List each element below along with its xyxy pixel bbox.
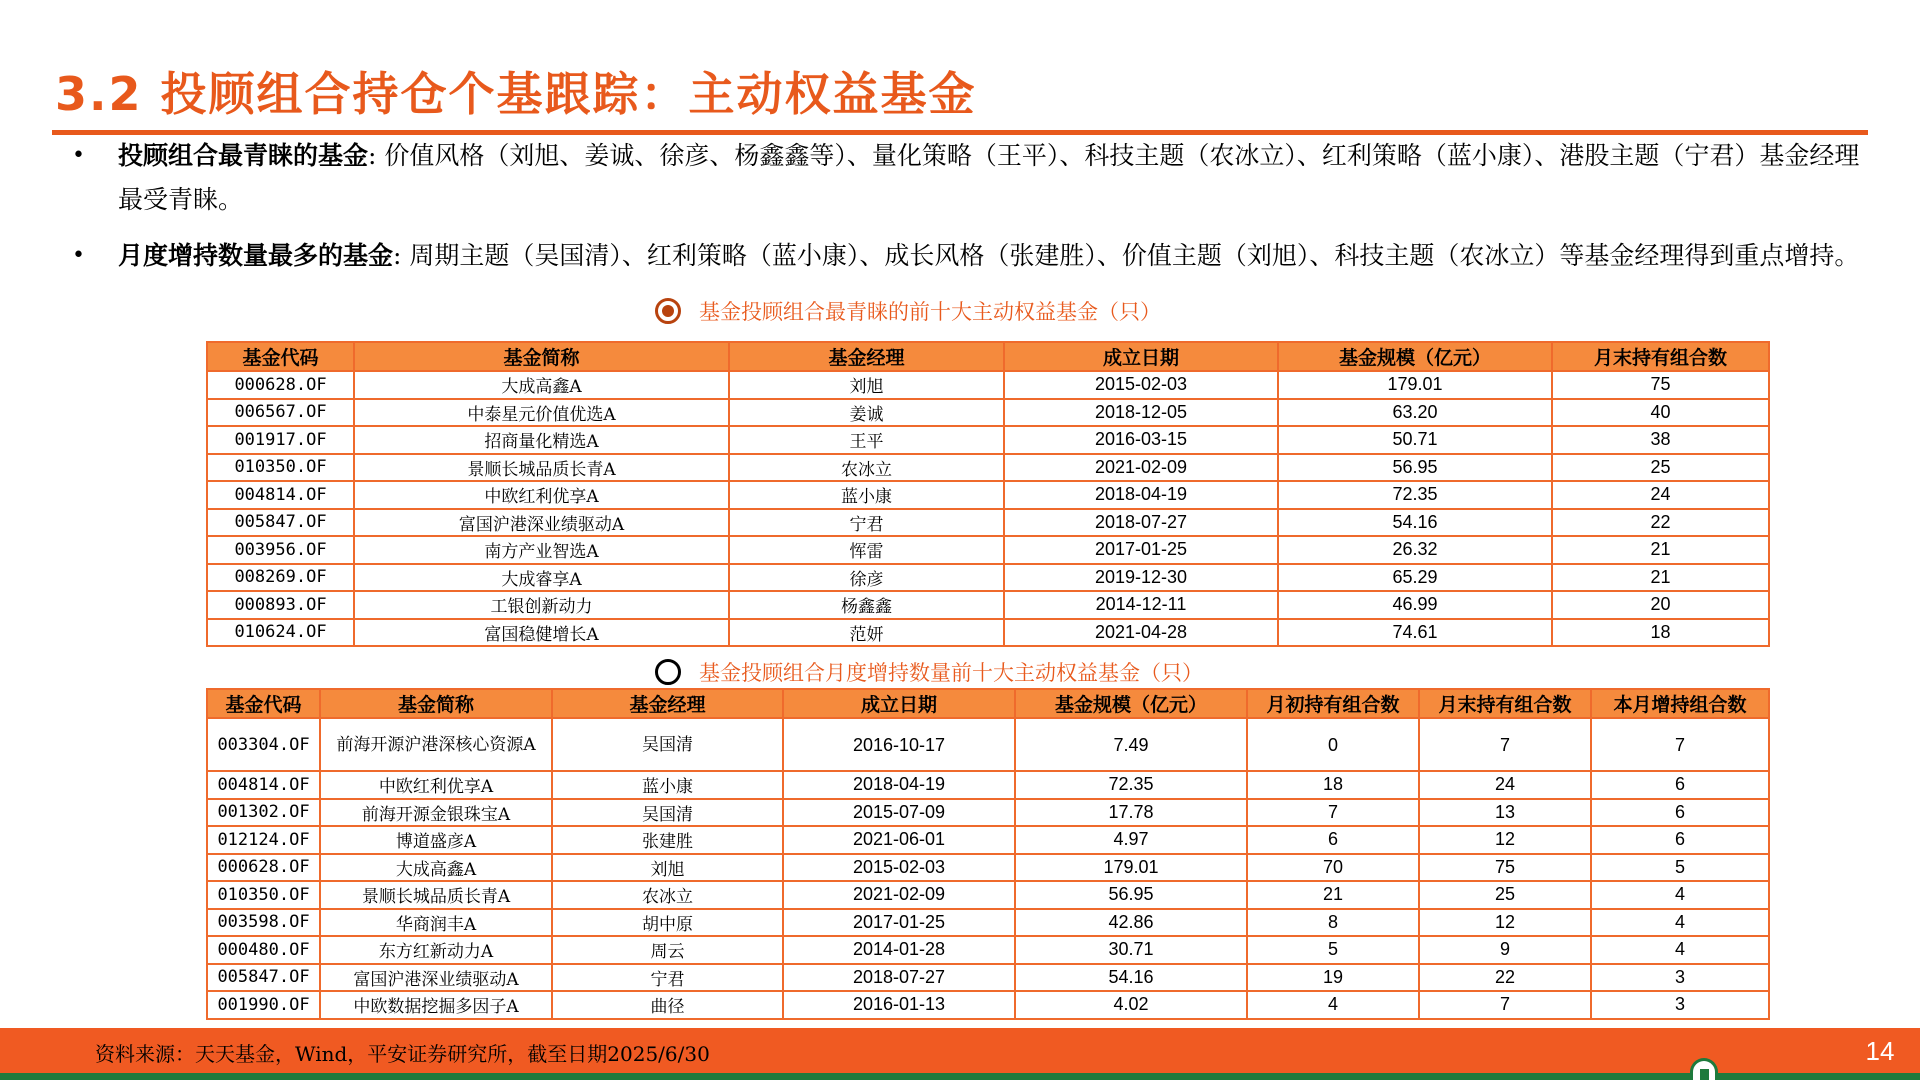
table-cell: 22 <box>1419 964 1591 992</box>
table-cell: 26.32 <box>1278 536 1552 564</box>
table-cell: 3 <box>1591 964 1769 992</box>
table-cell: 2018-07-27 <box>1004 509 1278 537</box>
table-cell: 中泰星元价值优选A <box>354 399 729 427</box>
increased-holdings-table <box>206 688 1770 1020</box>
table-row <box>207 564 1769 592</box>
table-cell: 54.16 <box>1278 509 1552 537</box>
table-cell: 王平 <box>729 426 1004 454</box>
table-cell: 胡中原 <box>552 909 783 937</box>
table-cell: 4.02 <box>1015 991 1247 1019</box>
table-cell: 2018-12-05 <box>1004 399 1278 427</box>
table-cell: 012124.OF <box>207 826 320 854</box>
table-row <box>207 991 1769 1019</box>
table-cell: 2015-02-03 <box>1004 371 1278 399</box>
table-cell: 005847.OF <box>207 509 354 537</box>
table-row <box>207 619 1769 647</box>
table-cell: 70 <box>1247 854 1419 882</box>
table-cell: 72.35 <box>1278 481 1552 509</box>
column-header: 月初持有组合数 <box>1247 689 1419 718</box>
table-row <box>207 718 1769 771</box>
table-cell: 前海开源沪港深核心资源A <box>320 718 552 771</box>
table-cell: 中欧数据挖掘多因子A <box>320 991 552 1019</box>
table-cell: 65.29 <box>1278 564 1552 592</box>
table-cell: 富国沪港深业绩驱动A <box>354 509 729 537</box>
table-cell: 徐彦 <box>729 564 1004 592</box>
column-header: 基金简称 <box>354 342 729 371</box>
column-header: 基金规模（亿元） <box>1015 689 1247 718</box>
summary-bullets <box>68 134 1868 290</box>
table-cell: 74.61 <box>1278 619 1552 647</box>
table-cell: 18 <box>1552 619 1769 647</box>
table-cell: 010350.OF <box>207 881 320 909</box>
table-cell: 曲径 <box>552 991 783 1019</box>
table-cell: 大成高鑫A <box>354 371 729 399</box>
table-row <box>207 426 1769 454</box>
table-cell: 4 <box>1247 991 1419 1019</box>
table-cell: 大成睿享A <box>354 564 729 592</box>
table-cell: 张建胜 <box>552 826 783 854</box>
table-cell: 中欧红利优享A <box>320 771 552 799</box>
table-cell: 7 <box>1591 718 1769 771</box>
table-cell: 大成高鑫A <box>320 854 552 882</box>
table-cell: 东方红新动力A <box>320 936 552 964</box>
table1-caption-text: 基金投顾组合最青睐的前十大主动权益基金（只） <box>699 300 1161 324</box>
table-cell: 吴国清 <box>552 718 783 771</box>
table-cell: 4 <box>1591 909 1769 937</box>
table-row <box>207 771 1769 799</box>
table-cell: 宁君 <box>552 964 783 992</box>
radio-selected-icon <box>655 298 681 324</box>
table-cell: 景顺长城品质长青A <box>320 881 552 909</box>
table-cell: 2015-07-09 <box>783 799 1015 827</box>
table-cell: 2016-01-13 <box>783 991 1015 1019</box>
source-note: 资料来源：天天基金，Wind，平安证券研究所，截至日期2025/6/30 <box>95 1042 710 1066</box>
bullet-lead: 月度增持数量最多的基金 <box>118 241 394 270</box>
table-cell: 18 <box>1247 771 1419 799</box>
table-cell: 2021-04-28 <box>1004 619 1278 647</box>
table-cell: 杨鑫鑫 <box>729 591 1004 619</box>
page-number: 14 <box>1865 1036 1895 1066</box>
table-cell: 招商量化精选A <box>354 426 729 454</box>
table-cell: 2018-04-19 <box>1004 481 1278 509</box>
table-cell: 6 <box>1591 799 1769 827</box>
column-header: 本月增持组合数 <box>1591 689 1769 718</box>
table-cell: 4.97 <box>1015 826 1247 854</box>
table-cell: 刘旭 <box>552 854 783 882</box>
table-cell: 56.95 <box>1278 454 1552 482</box>
table-cell: 22 <box>1552 509 1769 537</box>
table-cell: 2016-03-15 <box>1004 426 1278 454</box>
table-cell: 蓝小康 <box>552 771 783 799</box>
table-cell: 4 <box>1591 936 1769 964</box>
table-header-row <box>207 342 1769 371</box>
table-row <box>207 481 1769 509</box>
table-cell: 吴国清 <box>552 799 783 827</box>
table-cell: 2016-10-17 <box>783 718 1015 771</box>
table-cell: 6 <box>1247 826 1419 854</box>
table-cell: 21 <box>1247 881 1419 909</box>
table-cell: 7 <box>1247 799 1419 827</box>
table-cell: 13 <box>1419 799 1591 827</box>
table-cell: 农冰立 <box>729 454 1004 482</box>
table-row <box>207 591 1769 619</box>
table-row <box>207 854 1769 882</box>
table-cell: 21 <box>1552 536 1769 564</box>
table-header-row <box>207 689 1769 718</box>
table-cell: 2014-12-11 <box>1004 591 1278 619</box>
table-row <box>207 964 1769 992</box>
table-cell: 63.20 <box>1278 399 1552 427</box>
table-cell: 7.49 <box>1015 718 1247 771</box>
table-cell: 003956.OF <box>207 536 354 564</box>
table-cell: 7 <box>1419 991 1591 1019</box>
bullet-dot-icon: • <box>72 243 85 268</box>
table-row <box>207 536 1769 564</box>
table-cell: 2018-04-19 <box>783 771 1015 799</box>
bullet-lead: 投顾组合最青睐的基金 <box>118 141 369 170</box>
column-header: 基金规模（亿元） <box>1278 342 1552 371</box>
column-header: 成立日期 <box>783 689 1015 718</box>
table-cell: 38 <box>1552 426 1769 454</box>
table-row <box>207 454 1769 482</box>
table-cell: 19 <box>1247 964 1419 992</box>
table-cell: 蓝小康 <box>729 481 1004 509</box>
table-cell: 42.86 <box>1015 909 1247 937</box>
table-cell: 25 <box>1419 881 1591 909</box>
table-cell: 004814.OF <box>207 481 354 509</box>
column-header: 月末持有组合数 <box>1552 342 1769 371</box>
table-cell: 12 <box>1419 909 1591 937</box>
table-cell: 3 <box>1591 991 1769 1019</box>
table-cell: 2019-12-30 <box>1004 564 1278 592</box>
column-header: 月末持有组合数 <box>1419 689 1591 718</box>
table-cell: 56.95 <box>1015 881 1247 909</box>
table-cell: 2017-01-25 <box>1004 536 1278 564</box>
table-cell: 宁君 <box>729 509 1004 537</box>
table-cell: 6 <box>1591 771 1769 799</box>
table-cell: 景顺长城品质长青A <box>354 454 729 482</box>
table-row <box>207 936 1769 964</box>
table-cell: 8 <box>1247 909 1419 937</box>
table-cell: 24 <box>1552 481 1769 509</box>
table-cell: 2021-06-01 <box>783 826 1015 854</box>
table-cell: 46.99 <box>1278 591 1552 619</box>
table-cell: 中欧红利优享A <box>354 481 729 509</box>
table-cell: 000480.OF <box>207 936 320 964</box>
table-row <box>207 509 1769 537</box>
table-cell: 179.01 <box>1278 371 1552 399</box>
table-cell: 姜诚 <box>729 399 1004 427</box>
table-cell: 005847.OF <box>207 964 320 992</box>
bullet-text: : 周期主题（吴国清）、红利策略（蓝小康）、成长风格（张建胜）、价值主题（刘旭）、科技主题（农冰立）等基金经理得到重点增持。 <box>393 241 1860 270</box>
table-cell: 000628.OF <box>207 854 320 882</box>
column-header: 基金简称 <box>320 689 552 718</box>
table-cell: 75 <box>1419 854 1591 882</box>
bullet-increased-funds <box>68 234 1868 278</box>
table-cell: 0 <box>1247 718 1419 771</box>
table-cell: 华商润丰A <box>320 909 552 937</box>
table2-caption-text: 基金投顾组合月度增持数量前十大主动权益基金（只） <box>699 661 1203 685</box>
table-cell: 6 <box>1591 826 1769 854</box>
table-cell: 5 <box>1247 936 1419 964</box>
table-cell: 9 <box>1419 936 1591 964</box>
table2-caption <box>655 657 1203 687</box>
table-row <box>207 909 1769 937</box>
table-row <box>207 826 1769 854</box>
table-cell: 富国稳健增长A <box>354 619 729 647</box>
table-row <box>207 371 1769 399</box>
table-cell: 南方产业智选A <box>354 536 729 564</box>
table-cell: 4 <box>1591 881 1769 909</box>
favored-funds-table <box>206 341 1770 647</box>
table1-caption <box>655 296 1161 326</box>
table-cell: 010350.OF <box>207 454 354 482</box>
table-cell: 30.71 <box>1015 936 1247 964</box>
table-cell: 农冰立 <box>552 881 783 909</box>
table-cell: 003304.OF <box>207 718 320 771</box>
table-cell: 刘旭 <box>729 371 1004 399</box>
table-cell: 富国沪港深业绩驱动A <box>320 964 552 992</box>
radio-unselected-icon <box>655 659 681 685</box>
page-title: 3.2 投顾组合持仓个基跟踪：主动权益基金 <box>55 67 977 121</box>
table-cell: 7 <box>1419 718 1591 771</box>
table-cell: 72.35 <box>1015 771 1247 799</box>
bullet-dot-icon: • <box>72 143 85 168</box>
table-cell: 2018-07-27 <box>783 964 1015 992</box>
table-cell: 20 <box>1552 591 1769 619</box>
table-row <box>207 881 1769 909</box>
table-cell: 40 <box>1552 399 1769 427</box>
table-row <box>207 399 1769 427</box>
table-cell: 008269.OF <box>207 564 354 592</box>
table-cell: 50.71 <box>1278 426 1552 454</box>
table-cell: 17.78 <box>1015 799 1247 827</box>
table-cell: 博道盛彦A <box>320 826 552 854</box>
table-cell: 范妍 <box>729 619 1004 647</box>
table-row <box>207 799 1769 827</box>
table-cell: 2015-02-03 <box>783 854 1015 882</box>
table-cell: 001302.OF <box>207 799 320 827</box>
table-cell: 21 <box>1552 564 1769 592</box>
table-cell: 周云 <box>552 936 783 964</box>
column-header: 基金代码 <box>207 689 320 718</box>
table-cell: 恽雷 <box>729 536 1004 564</box>
column-header: 基金代码 <box>207 342 354 371</box>
bullet-text: : 价值风格（刘旭、姜诚、徐彦、杨鑫鑫等）、量化策略（王平）、科技主题（农冰立）、红利策略（蓝小康）、港股主题（宁君）基金经理最受青睐。 <box>118 141 1860 214</box>
table-cell: 2021-02-09 <box>783 881 1015 909</box>
table-cell: 001990.OF <box>207 991 320 1019</box>
column-header: 基金经理 <box>552 689 783 718</box>
table-cell: 001917.OF <box>207 426 354 454</box>
table-cell: 工银创新动力 <box>354 591 729 619</box>
table-cell: 179.01 <box>1015 854 1247 882</box>
table-cell: 000893.OF <box>207 591 354 619</box>
table-cell: 54.16 <box>1015 964 1247 992</box>
table-cell: 004814.OF <box>207 771 320 799</box>
column-header: 基金经理 <box>729 342 1004 371</box>
table-cell: 2021-02-09 <box>1004 454 1278 482</box>
table-cell: 000628.OF <box>207 371 354 399</box>
bullet-favored-funds <box>68 134 1868 222</box>
footer-line <box>0 1073 1920 1080</box>
column-header: 成立日期 <box>1004 342 1278 371</box>
table-cell: 25 <box>1552 454 1769 482</box>
table-cell: 前海开源金银珠宝A <box>320 799 552 827</box>
table-cell: 24 <box>1419 771 1591 799</box>
brand-logo-icon <box>1690 1058 1718 1080</box>
table-cell: 010624.OF <box>207 619 354 647</box>
table-cell: 5 <box>1591 854 1769 882</box>
table-cell: 006567.OF <box>207 399 354 427</box>
table-cell: 003598.OF <box>207 909 320 937</box>
table-cell: 2014-01-28 <box>783 936 1015 964</box>
table-cell: 12 <box>1419 826 1591 854</box>
table-cell: 75 <box>1552 371 1769 399</box>
table-cell: 2017-01-25 <box>783 909 1015 937</box>
